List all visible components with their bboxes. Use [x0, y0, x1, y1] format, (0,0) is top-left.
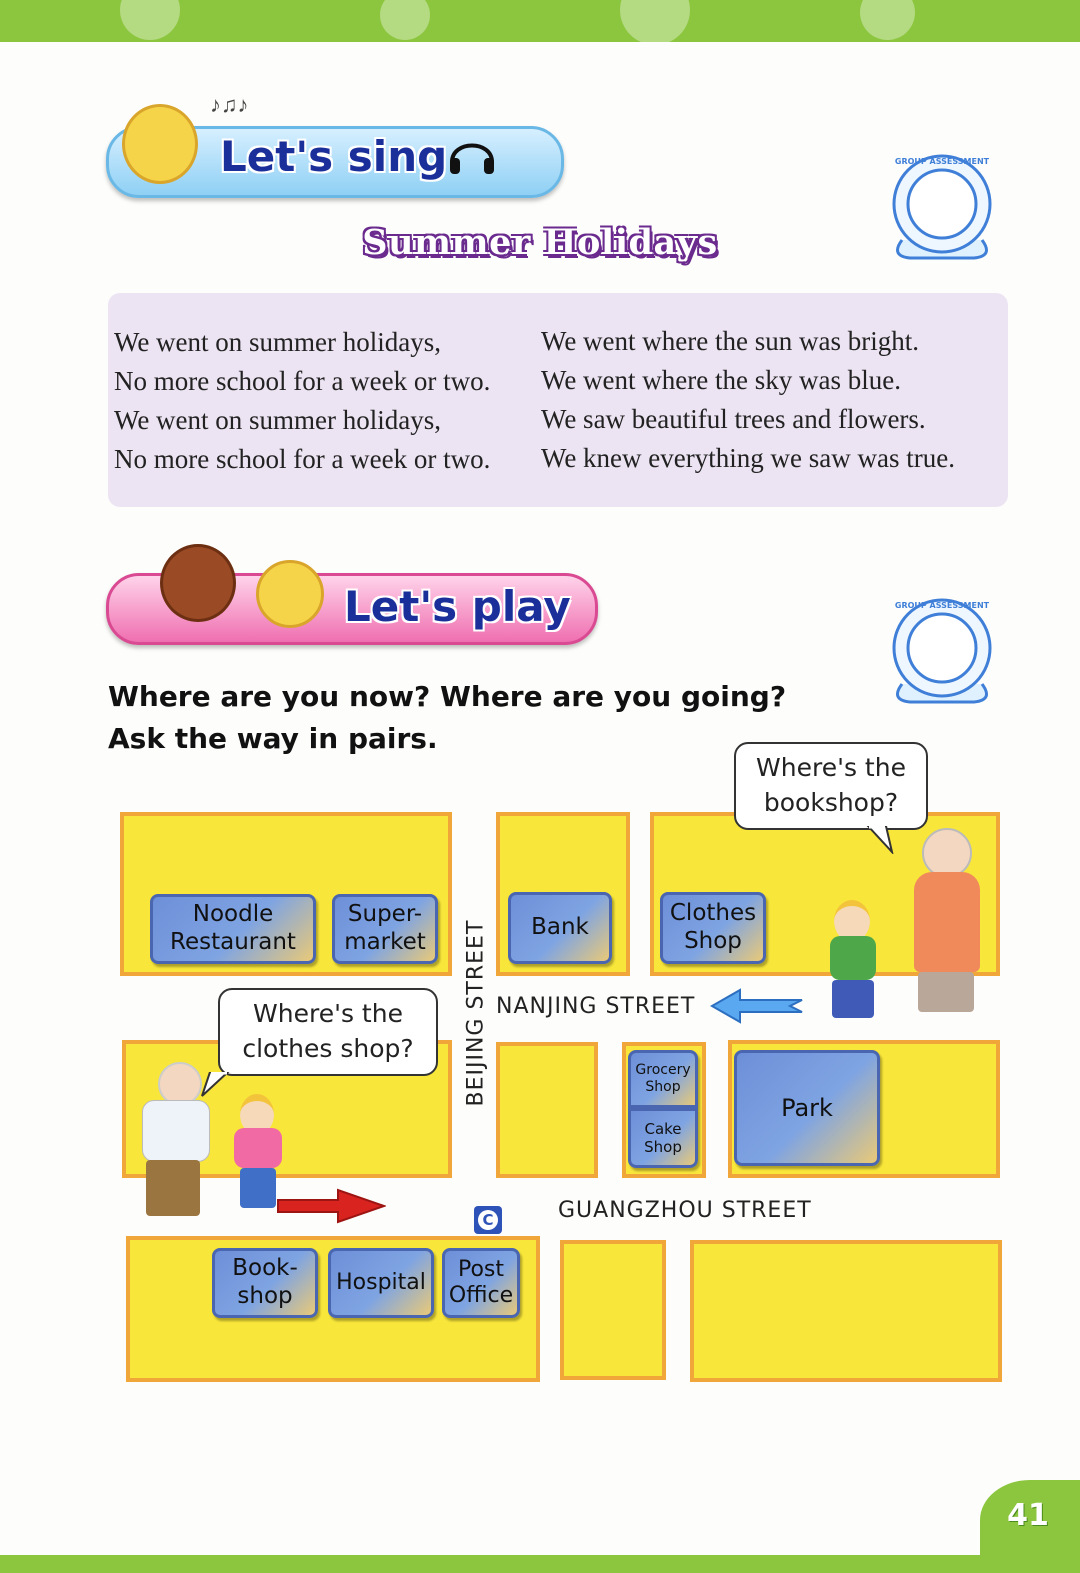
cake-shop-building[interactable]: Cake Shop: [628, 1108, 698, 1168]
group-assessment-stamp-icon: [884, 592, 1000, 708]
noodle-restaurant-building[interactable]: Noodle Restaurant: [150, 894, 316, 964]
bookshop-building[interactable]: Book- shop: [212, 1248, 318, 1318]
page-number: 41: [1007, 1498, 1049, 1533]
supermarket-building[interactable]: Super- market: [332, 894, 438, 964]
lyric-left-1: We went on summer holidays,: [114, 327, 442, 357]
grandmother-figure: [900, 828, 1000, 1024]
instruction-line-2: Ask the way in pairs.: [108, 722, 438, 755]
stamp-text: GROUP ASSESSMENT: [894, 601, 990, 610]
headphones-icon[interactable]: [446, 132, 498, 176]
bank-building[interactable]: Bank: [508, 892, 612, 964]
clothes-shop-building[interactable]: Clothes Shop: [660, 892, 766, 964]
cat-mascot-icon: [122, 104, 198, 184]
lyric-right-4: We knew everything we saw was true.: [541, 443, 955, 473]
map-block: [496, 1042, 598, 1178]
bookshop-question-bubble: Where's the bookshop?: [734, 742, 928, 830]
lyric-right-1: We went where the sun was bright.: [541, 326, 919, 356]
left-arrow-icon: [710, 988, 804, 1024]
lets-play-title: Let's play: [344, 582, 571, 631]
lyric-right-3: We saw beautiful trees and flowers.: [541, 404, 926, 434]
monkey-mascot-icon: [160, 544, 236, 622]
you-are-here-marker[interactable]: [474, 1206, 502, 1234]
post-office-building[interactable]: Post Office: [442, 1248, 520, 1318]
stamp-text: GROUP ASSESSMENT: [894, 157, 990, 166]
guangzhou-street-label: GUANGZHOU STREET: [558, 1198, 812, 1223]
beijing-street-label: BEIJING STREET: [463, 919, 489, 1107]
nanjing-street-label: NANJING STREET: [496, 994, 696, 1019]
instruction-line-1: Where are you now? Where are you going?: [108, 680, 787, 713]
cat-mascot-icon: [256, 560, 324, 628]
park-building[interactable]: Park: [734, 1050, 880, 1166]
girl-figure: [228, 1094, 294, 1214]
song-title: Summer Holidays: [362, 222, 718, 263]
lyric-left-2: No more school for a week or two.: [114, 366, 491, 396]
map-block: [690, 1240, 1002, 1382]
lets-sing-title: Let's sing: [220, 132, 448, 181]
hospital-building[interactable]: Hospital: [328, 1248, 434, 1318]
lyric-right-2: We went where the sky was blue.: [541, 365, 901, 395]
music-notes-icon: ♪♫♪: [210, 92, 249, 117]
map-block: [560, 1240, 666, 1380]
bubble-tail: [866, 826, 896, 854]
clothes-question-bubble: Where's the clothes shop?: [218, 988, 438, 1076]
lyric-left-3: We went on summer holidays,: [114, 405, 442, 435]
grandfather-figure: [126, 1062, 222, 1222]
boy-figure: [820, 900, 898, 1024]
lyric-left-4: No more school for a week or two.: [114, 444, 491, 474]
bottom-decorative-band: [0, 1555, 1080, 1573]
grocery-shop-building[interactable]: Grocery Shop: [628, 1050, 698, 1108]
top-decorative-band: [0, 0, 1080, 42]
marker-letter: C: [478, 1210, 498, 1230]
